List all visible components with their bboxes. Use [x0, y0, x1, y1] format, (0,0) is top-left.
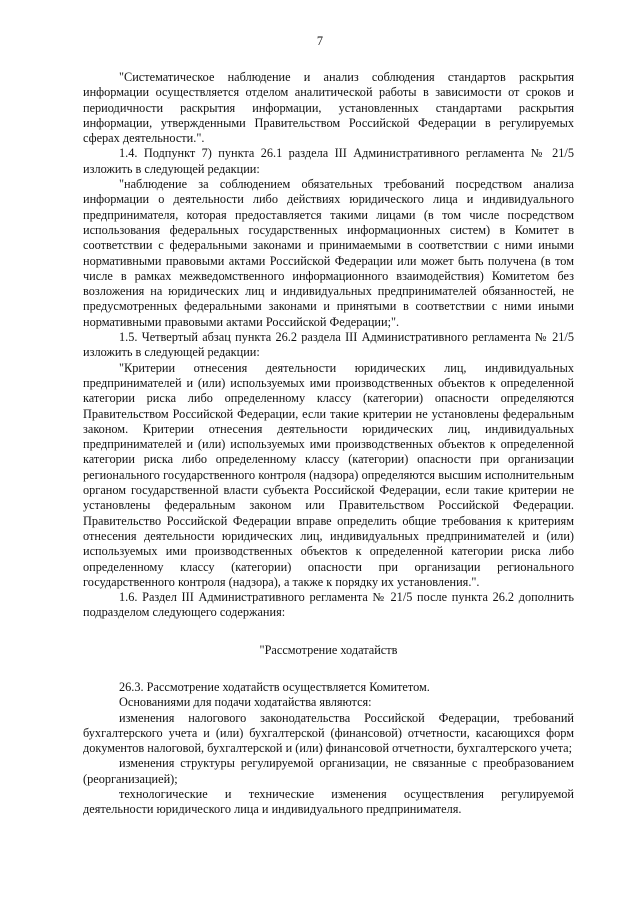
paragraph-26-3: 26.3. Рассмотрение ходатайств осуществляется Комитетом.: [119, 679, 430, 694]
paragraph-risk-criteria: "Критерии отнесения деятельности юридических лиц, индивидуальных предпринимателей и (или) используемых ими производственных объектов к определенной категории риска либо определенному классу (категории) опасности определяются Правительством Российской Федерации, если такие критерии не установлены федеральным законом. Критерии отнесения деятельности юридических лиц, индивидуальных предпринимателей и (или) используемых ими производственных объектов к определенной категории риска либо определенному классу (категории) опасности при организации регионального государственного контроля (надзора) определяются высшим исполнительным органом государственной власти субъекта Российской Федерации, если такие критерии не установлены федеральным законом или Правительством Российской Федерации. Правительство Российской Федерации вправе определить общие требования к критериям отнесения деятельности юридических лиц, индивидуальных предпринимателей и (или) используемых ими производственных объектов к определенной категории риска либо определенному классу (категории) опасности при организации регионального государственного контроля (надзора), а также к порядку их установления.".: [83, 360, 574, 589]
paragraph-grounds-intro: Основаниями для подачи ходатайства являются:: [119, 695, 372, 710]
page-number: 7: [316, 34, 324, 48]
paragraph-tax-changes: изменения налогового законодательства Российской Федерации, требований бухгалтерского учета и (или) бухгалтерской (финансовой) отчетности, касающихся форм документов налоговой, бухгалтерской и (или) финансовой отчетности, бухгалтерского учета;: [83, 710, 574, 756]
paragraph-standards-monitoring: "Систематическое наблюдение и анализ соблюдения стандартов раскрытия информации осуществляется отделом аналитической работы в зависимости от сроков и периодичности раскрытия информации, установленных стандартами раскрытия информации, утвержденными Правительством Российской Федерации в регулируемых сферах деятельности.".: [83, 70, 574, 146]
paragraph-item-1-5: 1.5. Четвертый абзац пункта 26.2 раздела III Административного регламента № 21/5 изложить в следующей редакции:: [83, 330, 574, 360]
document-body: [83, 70, 574, 818]
paragraph-item-1-6: 1.6. Раздел III Административного регламента № 21/5 после пункта 26.2 дополнить подразделом следующего содержания:: [83, 590, 574, 620]
subsection-heading: "Рассмотрение ходатайств: [259, 642, 398, 657]
paragraph-item-1-4: 1.4. Подпункт 7) пункта 26.1 раздела III Административного регламента № 21/5 изложить в следующей редакции:: [83, 146, 574, 176]
paragraph-observation-definition: "наблюдение за соблюдением обязательных требований посредством анализа информации о деятельности либо действиях юридического лица и индивидуального предпринимателя, которая предоставляется такими лицами (в том числе посредством использования федеральных государственных информационных систем) в Комитет в соответствии с федеральными законами и принимаемыми в соответствии с ними иными нормативными правовыми актами Российской Федерации или может быть получена (в том числе в рамках межведомственного информационного взаимодействия) Комитетом без возложения на юридических лиц и индивидуальных предпринимателей обязанностей, не предусмотренных федеральными законами и принятыми в соответствии с ними иными нормативными правовыми актами Российской Федерации;".: [83, 177, 574, 329]
paragraph-technological-changes: технологические и технические изменения осуществления регулируемой деятельности юридического лица и индивидуального предпринимателя.: [83, 787, 574, 817]
paragraph-structure-changes: изменения структуры регулируемой организации, не связанные с преобразованием (реорганизацией);: [83, 756, 574, 786]
